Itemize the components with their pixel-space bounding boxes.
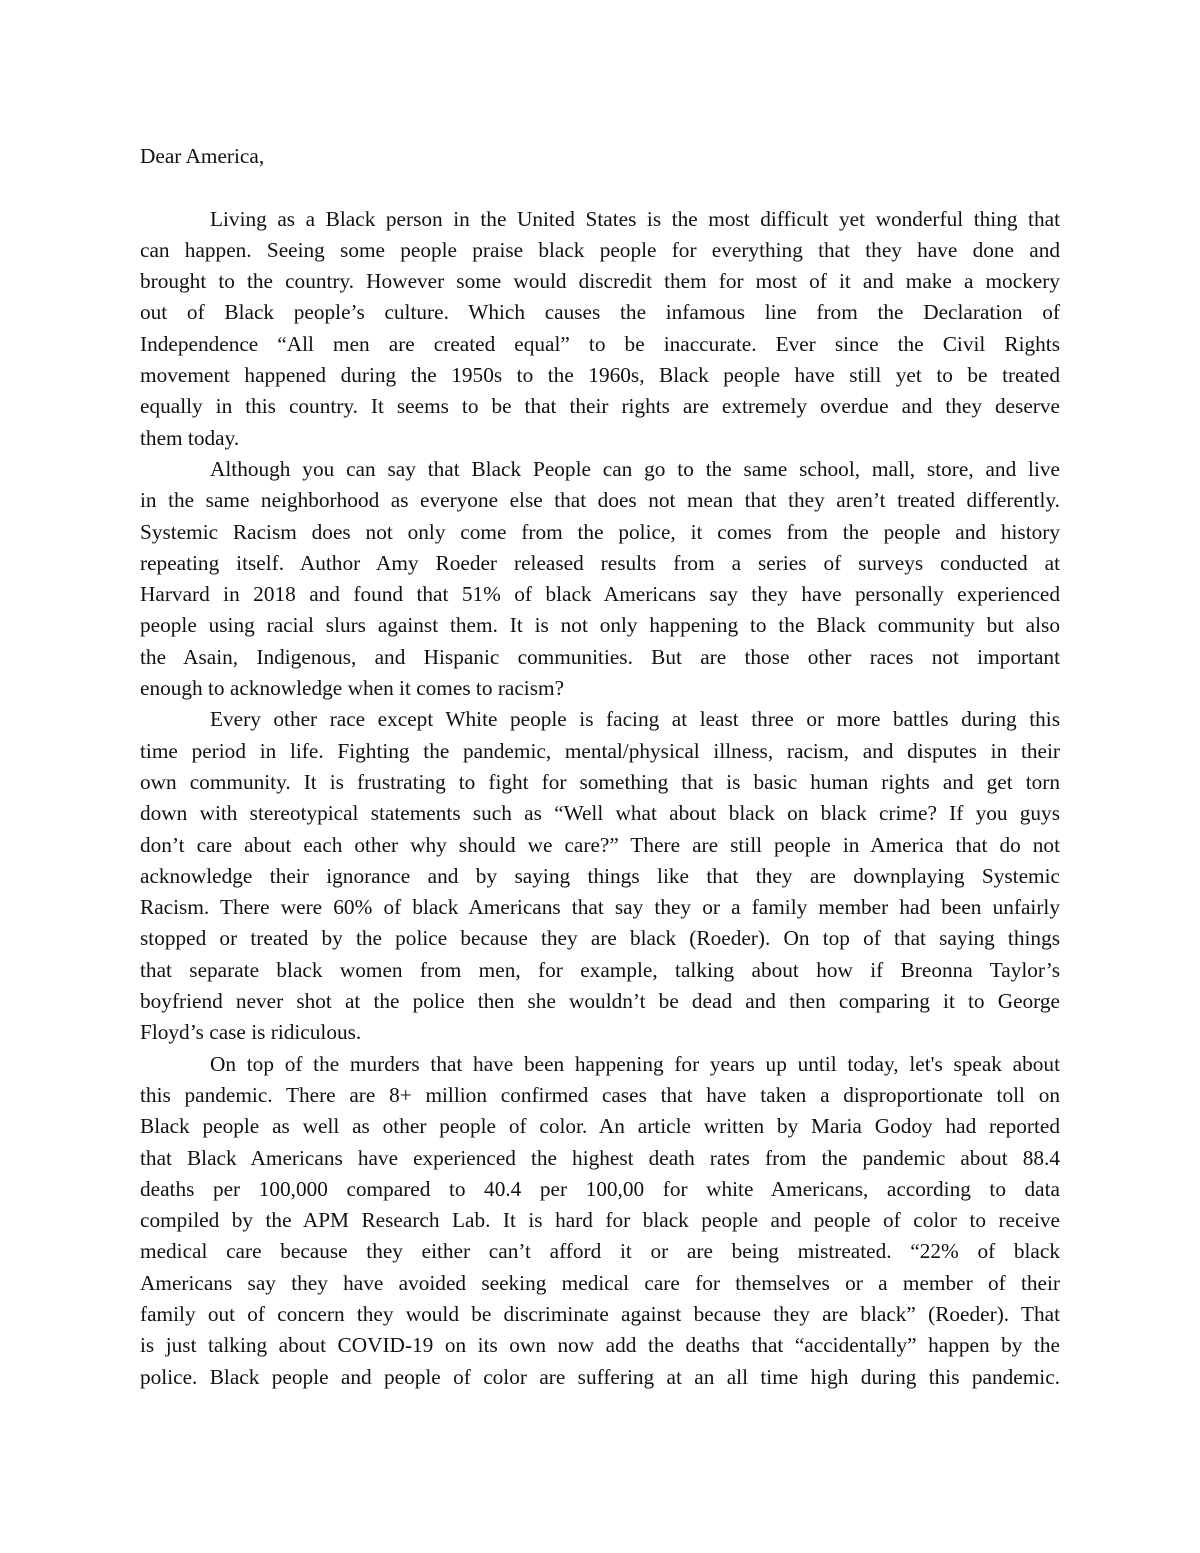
text-line: own community. It is frustrating to fight for something that is basic human rights and get torn (140, 769, 1060, 794)
text-line: deaths per 100,000 compared to 40.4 per 100,00 for white Americans, according to data (140, 1176, 1060, 1201)
paragraphs (140, 204, 1060, 1393)
text-line: Floyd’s case is ridiculous. (140, 1020, 362, 1045)
text-line: Independence “All men are created equal” to be inaccurate. Ever since the Civil Rights (140, 331, 1060, 356)
text-line: brought to the country. However some would discredit them for most of it and make a mockery (140, 269, 1060, 294)
salutation: Dear America, (140, 144, 265, 168)
text-line: them today. (140, 425, 240, 450)
text-line: in the same neighborhood as everyone else that does not mean that they aren’t treated differently. (140, 488, 1060, 513)
text-line: stopped or treated by the police because they are black (Roeder). On top of that saying things (140, 926, 1060, 951)
text-line: enough to acknowledge when it comes to racism? (140, 676, 565, 701)
paragraph (140, 454, 1060, 704)
text-line: people using racial slurs against them. It is not only happening to the Black community but also (140, 613, 1060, 638)
text-line: equally in this country. It seems to be that their rights are extremely overdue and they deserve (140, 394, 1060, 419)
text-line: Systemic Racism does not only come from the police, it comes from the people and history (140, 519, 1060, 544)
text-line: time period in life. Fighting the pandemic, mental/physical illness, racism, and disputes in their (140, 738, 1060, 763)
text-line: is just talking about COVID-19 on its own now add the deaths that “accidentally” happen by the (140, 1333, 1060, 1358)
text-line: Americans say they have avoided seeking medical care for themselves or a member of their (140, 1270, 1060, 1295)
text-line: Black people as well as other people of color. An article written by Maria Godoy had reported (140, 1114, 1060, 1139)
text-line: movement happened during the 1950s to the 1960s, Black people have still yet to be treated (140, 363, 1060, 388)
text-line: that Black Americans have experienced the highest death rates from the pandemic about 88.4 (140, 1145, 1060, 1170)
text-line: don’t care about each other why should we care?” There are still people in America that do not (140, 832, 1060, 857)
letter-body (140, 140, 1060, 1393)
text-line: can happen. Seeing some people praise black people for everything that they have done and (140, 237, 1060, 262)
paragraph (140, 204, 1060, 454)
text-line: medical care because they either can’t afford it or are being mistreated. “22% of black (140, 1239, 1060, 1264)
text-line: repeating itself. Author Amy Roeder released results from a series of surveys conducted at (140, 550, 1060, 575)
text-line: that separate black women from men, for example, talking about how if Breonna Taylor’s (140, 957, 1060, 982)
text-line: out of Black people’s culture. Which causes the infamous line from the Declaration of (140, 300, 1060, 325)
text-line: down with stereotypical statements such as “Well what about black on black crime? If you guys (140, 801, 1060, 826)
text-line: Racism. There were 60% of black Americans that say they or a family member had been unfairly (140, 895, 1060, 920)
text-line: On top of the murders that have been happening for years up until today, let's speak about (210, 1051, 1060, 1076)
text-line: acknowledge their ignorance and by saying things like that they are downplaying Systemic (140, 863, 1060, 888)
text-line: boyfriend never shot at the police then she wouldn’t be dead and then comparing it to George (140, 989, 1060, 1014)
text-line: Although you can say that Black People can go to the same school, mall, store, and live (210, 456, 1060, 481)
text-line: Living as a Black person in the United States is the most difficult yet wonderful thing that (210, 206, 1060, 231)
paragraph (140, 704, 1060, 1048)
text-line: police. Black people and people of color are suffering at an all time high during this pandemic. (140, 1364, 1060, 1389)
text-line: Harvard in 2018 and found that 51% of black Americans say they have personally experienced (140, 582, 1060, 607)
text-line: this pandemic. There are 8+ million confirmed cases that have taken a disproportionate toll on (140, 1082, 1060, 1107)
text-line: compiled by the APM Research Lab. It is hard for black people and people of color to receive (140, 1208, 1060, 1233)
paragraph (140, 1049, 1060, 1393)
text-line: family out of concern they would be discriminate against because they are black” (Roeder). That (140, 1301, 1060, 1326)
text-line: Every other race except White people is facing at least three or more battles during this (210, 707, 1060, 732)
text-line: the Asain, Indigenous, and Hispanic communities. But are those other races not important (140, 644, 1060, 669)
